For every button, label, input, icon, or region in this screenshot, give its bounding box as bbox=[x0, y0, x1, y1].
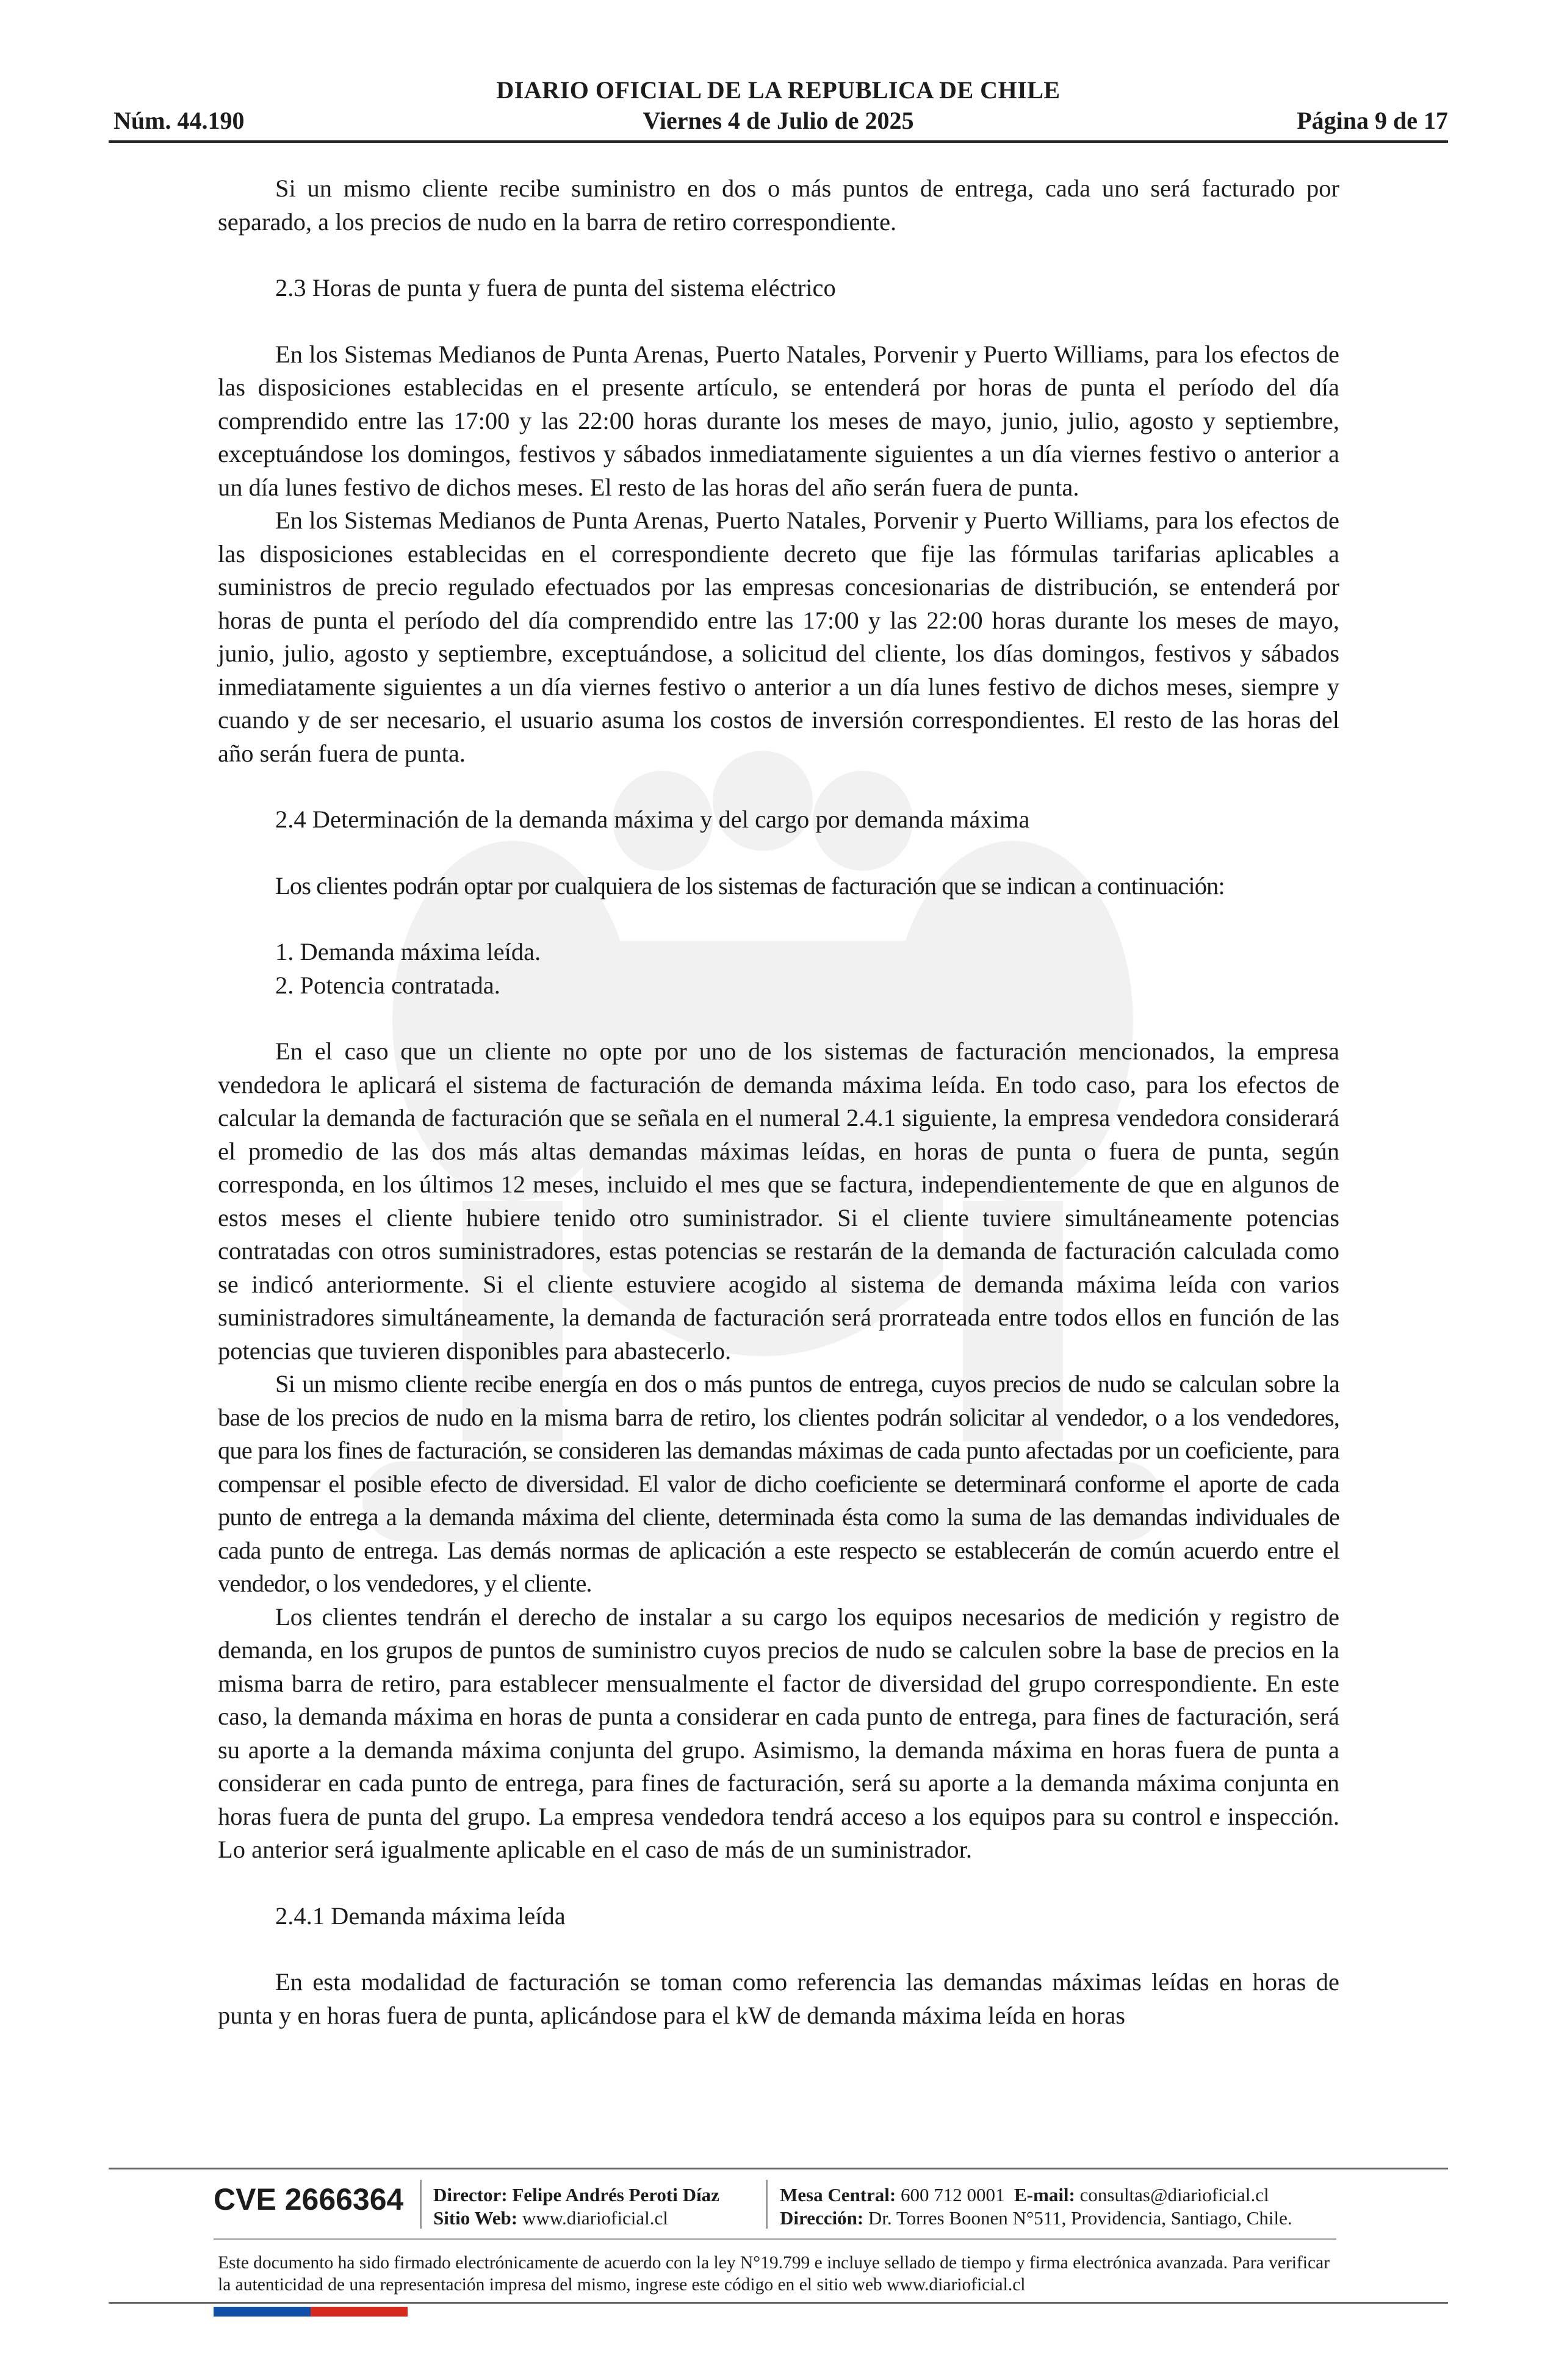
paragraph: En los Sistemas Medianos de Punta Arenas, Puerto Natales, Porvenir y Puerto Williams, para los efectos de las disposiciones establecidas en el correspondiente decreto que fije las fórmulas tarifarias aplicables a suministros de precio regulado efectuados por las empresas concesionarias de distribución, se entenderá por horas de punta el período del día comprendido entre las 17:00 y las 22:00 horas durante los meses de mayo, junio, julio, agosto y septiembre, exceptuándose, a solicitud del cliente, los días domingos, festivos y sábados inmediatamente siguientes a un día viernes festivo o anterior a un día lunes festivo de dichos meses, siempre y cuando y de ser necesario, el usuario asuma los costos de inversión correspondientes. El resto de las horas del año serán fuera de punta. bbox=[218, 507, 1339, 767]
flag-stripe bbox=[359, 2307, 408, 2317]
paragraph: En el caso que un cliente no opte por uno de los sistemas de facturación mencionados, la empresa vendedora le aplicará el sistema de facturación de demanda máxima leída. En todo caso, para los efectos de calcular la demanda de facturación que se señala en el numeral 2.4.1 siguiente, la empresa vendedora considerará el promedio de las dos más altas demandas máximas leídas, en horas de punta o fuera de punta, según corresponda, en los últimos 12 meses, incluido el mes que se factura, independientemente de que en algunos de estos meses el cliente hubiere tenido otro suministrador. Si el cliente tuviere simultáneamente potencias contratadas con otros suministradores, estas potencias se restarán de la demanda de facturación calculada como se indicó anteriormente. Si el cliente estuviere acogido al sistema de demanda máxima leída con varios suministradores simultáneamente, la demanda de facturación será prorrateada entre todos ellos en función de las potencias que tuvieren disponibles para abastecerlo. bbox=[218, 1037, 1339, 1365]
address-label: Dirección: bbox=[780, 2207, 864, 2229]
paragraph: Los clientes podrán optar por cualquiera de los sistemas de facturación que se indican a continuación: bbox=[275, 871, 1225, 900]
legal-notice: Este documento ha sido firmado electrónicamente de acuerdo con la ley N°19.799 e incluye sellado de tiempo y firma electrónica avanzada. Para verificar la autenticidad de una representación impresa del mismo, ingrese este código en el sitio web www.diarioficial.cl bbox=[218, 2253, 1330, 2295]
email-link[interactable]: consultas@diarioficial.cl bbox=[1079, 2184, 1269, 2205]
paragraph: Los clientes tendrán el derecho de instalar a su cargo los equipos necesarios de medición y registro de demanda, en los grupos de puntos de suministro cuyos precios de nudo se calculen sobre la base de precios en la misma barra de retiro, para establecer mensualmente el factor de diversidad del grupo correspondiente. En este caso, la demanda máxima en horas de punta a considerar en cada punto de entrega, para fines de facturación, será su aporte a la demanda máxima conjunta del grupo. Asimismo, la demanda máxima en horas fuera de punta a considerar en cada punto de entrega, para fines de facturación, será su aporte a la demanda máxima conjunta en horas fuera de punta del grupo. La empresa vendedora tendrá acceso a los equipos para su control e inspección. Lo anterior será igualmente aplicable en el caso de más de un suministrador. bbox=[218, 1603, 1339, 1863]
page-header bbox=[109, 72, 1448, 146]
list-item: 1. Demanda máxima leída. bbox=[275, 938, 541, 965]
phone-label: Mesa Central: bbox=[780, 2184, 896, 2205]
footer-divider bbox=[109, 2302, 1448, 2304]
footer-divider bbox=[109, 2168, 1448, 2169]
footer-contact-block bbox=[780, 2183, 1292, 2230]
flag-stripe bbox=[214, 2307, 262, 2317]
director-label: Director: bbox=[433, 2184, 508, 2205]
website-label: Sitio Web: bbox=[433, 2207, 518, 2229]
address: Dr. Torres Boonen N°511, Providencia, Santiago, Chile. bbox=[868, 2207, 1292, 2229]
header-divider bbox=[109, 140, 1448, 143]
flag-stripe bbox=[262, 2307, 311, 2317]
paragraph: En esta modalidad de facturación se toman como referencia las demandas máximas leídas en horas de punta y en horas fuera de punta, aplicándose para el kW de demanda máxima leída en horas bbox=[218, 1968, 1339, 2029]
publication-title: DIARIO OFICIAL DE LA REPUBLICA DE CHILE bbox=[496, 76, 1061, 104]
section-heading-2-3: 2.3 Horas de punta y fuera de punta del sistema eléctrico bbox=[275, 274, 836, 301]
paragraph: Si un mismo cliente recibe energía en dos o más puntos de entrega, cuyos precios de nudo se calculan sobre la base de los precios de nudo en la misma barra de retiro, los clientes podrán solicitar al vendedor, o a los vendedores, que para los fines de facturación, se consideren las demandas máximas de cada punto afectadas por un coeficiente, para compensar el posible efecto de diversidad. El valor de dicho coeficiente se determinará conforme el aporte de cada punto de entrega a la demanda máxima del cliente, determinada ésta como la suma de las demandas individuales de cada punto de entrega. Las demás normas de aplicación a este respecto se establecerán de común acuerdo entre el vendedor, o los vendedores, y el cliente. bbox=[218, 1370, 1339, 1597]
billing-options-list bbox=[218, 936, 1339, 1002]
paragraph: En los Sistemas Medianos de Punta Arenas, Puerto Natales, Porvenir y Puerto Williams, para los efectos de las disposiciones establecidas en el presente artículo, se entenderá por horas de punta el período del día comprendido entre las 17:00 y las 22:00 horas durante los meses de mayo, junio, julio, agosto y septiembre, exceptuándose los domingos, festivos y sábados inmediatamente siguientes a un día viernes festivo o anterior a un día lunes festivo de dichos meses. El resto de las horas del año serán fuera de punta. bbox=[218, 340, 1339, 501]
issue-date: Viernes 4 de Julio de 2025 bbox=[643, 107, 914, 134]
page-number: Página 9 de 17 bbox=[1297, 107, 1448, 134]
website-link[interactable]: www.diarioficial.cl bbox=[522, 2207, 668, 2229]
paragraph: Si un mismo cliente recibe suministro en dos o más puntos de entrega, cada uno será facturado por separado, a los precios de nudo en la barra de retiro correspondiente. bbox=[218, 175, 1339, 236]
flag-color-strip bbox=[214, 2307, 408, 2317]
list-item: 2. Potencia contratada. bbox=[275, 971, 500, 999]
cve-code: CVE 2666364 bbox=[214, 2182, 404, 2216]
footer-separator bbox=[766, 2180, 768, 2229]
director-name: Felipe Andrés Peroti Díaz bbox=[512, 2184, 719, 2205]
footer-director-block bbox=[433, 2183, 719, 2230]
flag-stripe bbox=[311, 2307, 359, 2317]
document-body bbox=[218, 172, 1339, 2032]
footer-divider bbox=[214, 2238, 1336, 2240]
section-heading-2-4-1: 2.4.1 Demanda máxima leída bbox=[275, 1902, 566, 1930]
email-label: E-mail: bbox=[1014, 2184, 1075, 2205]
section-heading-2-4: 2.4 Determinación de la demanda máxima y del cargo por demanda máxima bbox=[275, 806, 1030, 833]
footer-separator bbox=[420, 2180, 422, 2229]
issue-number: Núm. 44.190 bbox=[113, 107, 245, 134]
phone-number: 600 712 0001 bbox=[901, 2184, 1005, 2205]
